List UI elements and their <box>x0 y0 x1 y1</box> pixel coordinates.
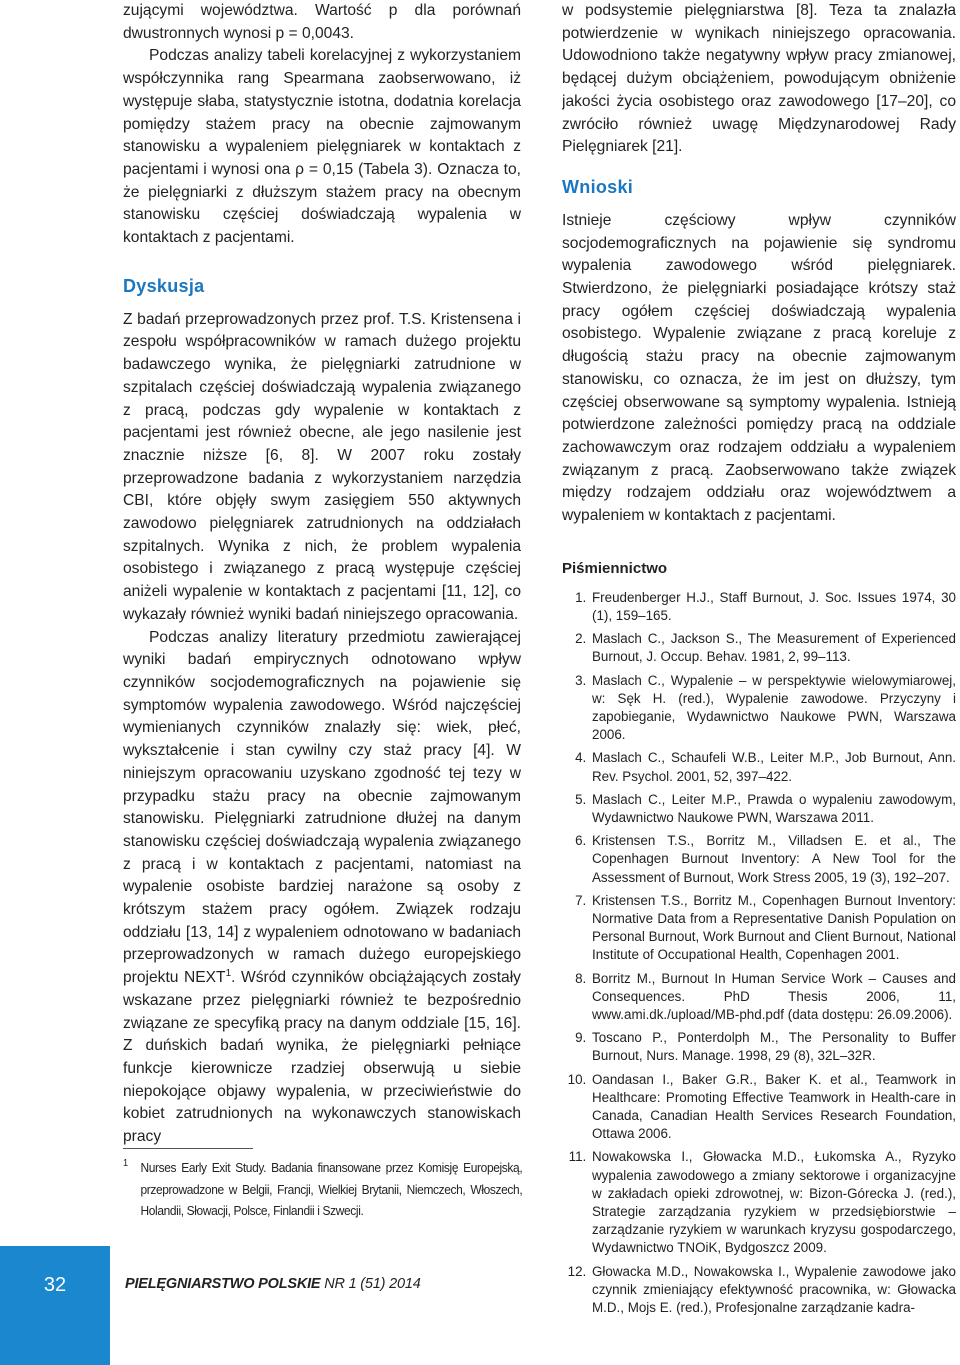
intro-paragraph: zującymi województwa. Wartość p dla porównań dwustronnych wynosi p = 0,0043. <box>123 2 521 42</box>
discussion-text-part-1: Podczas analizy literatury przedmiotu zawierającej wyniki badań empirycznych odnotowano wpływ czynników socjodemograficznych na pojawienie się symptomów wypalenia zawodowego. Wśród najczęściej wymienianych czynników znalazły się: wiek, płeć, wykształcenie i stan cywilny czy staż pracy [4]. W niniejszym opracowaniu uzyskano zgodność tej tezy w przypadku stażu pracy na obecnie zajmowanym stanowisku. Pielęgniarki zatrudnione dłużej na danym stanowisku częściej doświadczają wypalenia związanego z pracą i w kontaktach z pacjentami, natomiast na wypalenie osobiste bardziej narażone są osoby z krótszym stażem pracy ogółem. Związek rodzaju oddziału [13, 14] z wypaleniem odnotowano w badaniach przeprowadzonych w ramach dużego europejskiego projektu NEXT <box>123 628 521 987</box>
journal-name: PIELĘGNIARSTWO POLSKIE <box>125 1276 321 1292</box>
reference-item: 10. Oandasan I., Baker G.R., Baker K. et al., Teamwork in Healthcare: Promoting Effective Teamwork in Health-care in Canada, Canadian Health Services Research Foundation, Ottawa 2006. <box>590 1071 956 1144</box>
footnote-mark: 1 <box>123 1158 128 1169</box>
references-heading: Piśmiennictwo <box>562 559 668 577</box>
left-column <box>123 0 521 1149</box>
section-heading-dyskusja: Dyskusja <box>123 275 205 296</box>
page-number: 32 <box>43 1274 67 1296</box>
right-column <box>562 0 956 1322</box>
page-footer <box>0 1246 960 1365</box>
footnote-rule <box>123 1148 253 1149</box>
discussion-text-part-2: . Wśród czynników obciążających zostały wskazane przez pielęgniarki również te bezpośrednio związane ze specyfiką pracy na danym oddziale [15, 16]. Z duńskich badań wynika, że pielęgniarki pełniące funkcje kierownicze rzadziej obserwują u siebie niepokojące objawy wypalenia, w przeciwieństwie do kobiet zatrudnionych na wykonawczych stanowiskach pracy <box>123 969 521 1146</box>
references-list <box>562 589 956 1318</box>
reference-item: 9. Toscano P., Ponterdolph M., The Personality to Buffer Burnout, Nurs. Manage. 1998, 29 (8), 32L–32R. <box>590 1029 956 1065</box>
reference-item: 12. Głowacka M.D., Nowakowska I., Wypalenie zawodowe jako czynnik zmieniający efektywność pracownika, w: Głowacka M.D., Mojs E. (red.), Profesjonalne zarządzanie kadra- <box>590 1263 956 1318</box>
conclusions-paragraph: Istnieje częściowy wpływ czynników socjodemograficznych na pojawienie się syndromu wypalenia zawodowego wśród pielęgniarek. Stwierdzono, że pielęgniarki posiadające krótszy staż pracy ogółem częściej doświadczają wypalenia osobistego. Wypalenie związane z pracą koreluje z długością stażu pracy na obecnie zajmowanym stanowisku, co oznacza, że im jest on dłuższy, tym częściej obserwowane są symptomy wypalenia. Istnieją potwierdzone zależności pomiędzy pracą na oddziale zachowawczym oraz rodzajem oddziału a wypaleniem związanym z pracą. Zaobserwowano także związek między rodzajem oddziału oraz województwem a wypaleniem w kontaktach z pacjentami. <box>562 211 956 525</box>
footnote-reference: 1 <box>225 967 232 979</box>
page-number-box <box>0 1246 110 1365</box>
discussion-paragraph-2 <box>123 627 521 1149</box>
reference-item: 2. Maslach C., Jackson S., The Measurement of Experienced Burnout, J. Occup. Behav. 1981, 2, 99–113. <box>590 630 956 666</box>
journal-title <box>125 1276 421 1292</box>
reference-item: 3. Maslach C., Wypalenie – w perspektywie wielowymiarowej, w: Sęk H. (red.), Wypalenie zawodowe. Przyczyny i zapobieganie, Wydawnictwo Naukowe PWN, Warszawa 2006. <box>590 672 956 745</box>
journal-issue: NR 1 (51) 2014 <box>320 1276 421 1292</box>
continued-paragraph: w podsystemie pielęgniarstwa [8]. Teza ta znalazła potwierdzenie w wynikach niniejszego opracowania. Udowodniono także negatywny wpływ pracy zmianowej, będącej dużym obciążeniem, powodującym obniżenie jakości życia osobistego oraz zawodowego [17–20], co zwróciło również uwagę Międzynarodowej Rady Pielęgniarek [21]. <box>562 2 956 156</box>
reference-item: 1. Freudenberger H.J., Staff Burnout, J. Soc. Issues 1974, 30 (1), 159–165. <box>590 589 956 625</box>
reference-item: 7. Kristensen T.S., Borritz M., Copenhagen Burnout Inventory: Normative Data from a Representative Danish Population on Personal Burnout, Work Burnout and Client Burnout, National Institute of Occupational Health, Copenhagen 2001. <box>590 892 956 965</box>
reference-item: 11. Nowakowska I., Głowacka M.D., Łukomska A., Ryzyko wypalenia zawodowego a zmiany sektorowe i organizacyjne w zakładach opieki zdrowotnej, w: Bizon-Górecka J. (red.), Strategie zarządzania ryzykiem w przedsiębiorstwie – zarządzanie ryzykiem w warunkach kryzysu gospodarczego, Wydawnictwo TNOiK, Bydgoszcz 2009. <box>590 1148 956 1257</box>
reference-item: 6. Kristensen T.S., Borritz M., Villadsen E. et al., The Copenhagen Burnout Inventory: A New Tool for the Assessment of Burnout, Work Stress 2005, 19 (3), 192–207. <box>590 832 956 887</box>
footnote-text: Nurses Early Exit Study. Badania finansowane przez Komisję Europejską, przeprowadzone w Belgii, Francji, Wielkiej Brytanii, Niemczech, Włoszech, Holandii, Słowacji, Polsce, Finlandii i Szwecji. <box>140 1160 523 1218</box>
section-heading-wnioski: Wnioski <box>562 176 634 197</box>
footnote <box>123 1157 523 1222</box>
reference-item: 4. Maslach C., Schaufeli W.B., Leiter M.P., Job Burnout, Ann. Rev. Psychol. 2001, 52, 397–422. <box>590 749 956 785</box>
spearman-paragraph: Podczas analizy tabeli korelacyjnej z wykorzystaniem współczynnika rang Spearmana zaobserwowano, iż występuje słaba, statystycznie istotna, dodatnia korelacja pomiędzy stażem pracy na obecnie zajmowanym stanowisku a wypaleniem pielęgniarek w kontaktach z pacjentami i wynosi ona ρ = 0,15 (Tabela 3). Oznacza to, że pielęgniarki z dłuższym stażem pracy na obecnym stanowisku częściej doświadczają wypalenia w kontaktach z pacjentami. <box>123 47 521 247</box>
reference-item: 5. Maslach C., Leiter M.P., Prawda o wypaleniu zawodowym, Wydawnictwo Naukowe PWN, Warszawa 2011. <box>590 791 956 827</box>
discussion-paragraph-1: Z badań przeprowadzonych przez prof. T.S. Kristensena i zespołu współpracowników w ramach dużego projektu badawczego wynika, że pielęgniarki zatrudnione w szpitalach częściej doświadczają wypalenia związanego z pracą, podczas gdy wypalenie w kontaktach z pacjentami jest również obecne, ale jego nasilenie jest znacznie niższe [6, 8]. W 2007 roku zostały przeprowadzone badania z wykorzystaniem narzędzia CBI, które objęły swym zasięgiem 550 aktywnych zawodowo pielęgniarek zatrudnionych na oddziałach szpitalnych. Wynika z nich, że problem wypalenia osobistego i związanego z pracą występuje częściej aniżeli wypalenie w kontaktach z pacjentami [11, 12], co wykazały również wyniki badań niniejszego opracowania. <box>123 310 521 623</box>
reference-item: 8. Borritz M., Burnout In Human Service Work – Causes and Consequences. PhD Thesis 2006, 11, www.ami.dk./upload/MB-phd.pdf (data dostępu: 26.09.2006). <box>590 970 956 1025</box>
